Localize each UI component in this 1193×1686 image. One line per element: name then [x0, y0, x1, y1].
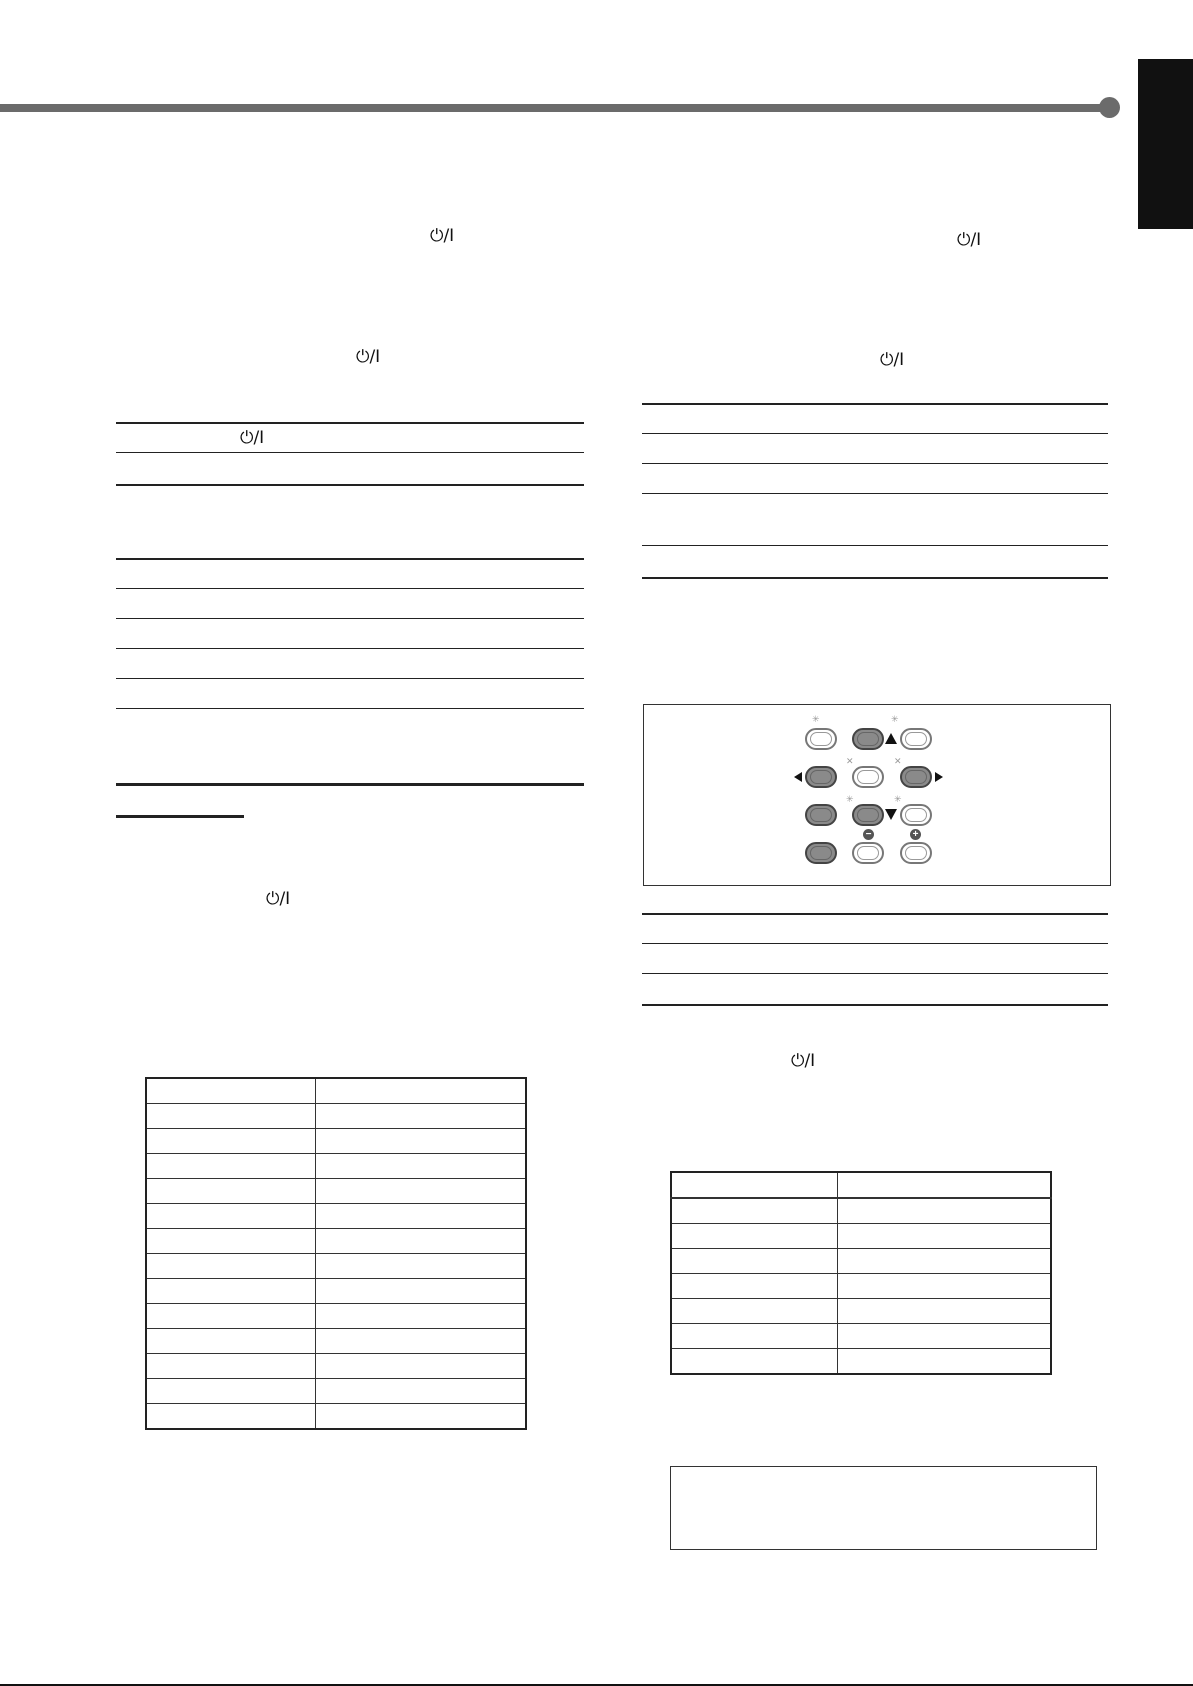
remote-button: [852, 804, 884, 826]
language-side-tab: [1138, 59, 1193, 229]
table-rule: [116, 484, 584, 486]
header-bar-end-dot: [1099, 97, 1120, 118]
section-heading-underline: [116, 815, 244, 818]
power-symbol: ⏻/I: [266, 889, 291, 909]
remote-button: [805, 766, 837, 788]
table-rule: [116, 558, 584, 560]
table-rule: [116, 618, 584, 619]
minus-icon: −: [863, 829, 874, 840]
table-rule: [116, 422, 584, 424]
table-rule: [642, 577, 1108, 579]
remote-button: [805, 804, 837, 826]
table-rule: [642, 1004, 1108, 1006]
table-rule: [642, 493, 1108, 494]
table-rule: [116, 588, 584, 589]
power-symbol: ⏻/I: [356, 347, 381, 367]
table-rule: [642, 913, 1108, 915]
code-table-left: [145, 1077, 527, 1430]
right-arrow-icon: [935, 772, 943, 782]
power-symbol: ⏻/I: [880, 350, 905, 370]
down-arrow-icon: [885, 809, 897, 820]
table-rule: [642, 433, 1108, 434]
left-arrow-icon: [794, 772, 802, 782]
power-symbol: ⏻/I: [791, 1051, 816, 1071]
table-rule: [642, 943, 1108, 944]
power-symbol: ⏻/I: [240, 428, 265, 448]
table-rule: [642, 545, 1108, 546]
table-rule: [642, 973, 1108, 974]
note-box: [670, 1466, 1097, 1550]
table-rule: [642, 463, 1108, 464]
remote-button: [805, 842, 837, 864]
code-table-right: [670, 1171, 1052, 1375]
table-rule: [116, 648, 584, 649]
remote-button: [852, 728, 884, 750]
table-rule: [116, 783, 584, 786]
remote-button: [852, 766, 884, 788]
remote-button: [852, 842, 884, 864]
power-symbol: ⏻/I: [430, 226, 455, 246]
table-rule: [116, 678, 584, 679]
up-arrow-icon: [885, 733, 897, 744]
remote-button: [900, 842, 932, 864]
remote-button: [900, 728, 932, 750]
table-rule: [116, 708, 584, 709]
remote-button-diagram: ✳ ✳ ✕ ✕ ✳ ✳ − +: [643, 704, 1111, 886]
table-rule: [642, 403, 1108, 405]
remote-button: [900, 766, 932, 788]
table-rule: [116, 452, 584, 453]
remote-button: [805, 728, 837, 750]
remote-button: [900, 804, 932, 826]
plus-icon: +: [910, 829, 921, 840]
power-symbol: ⏻/I: [957, 230, 982, 250]
header-bar: [0, 104, 1108, 112]
